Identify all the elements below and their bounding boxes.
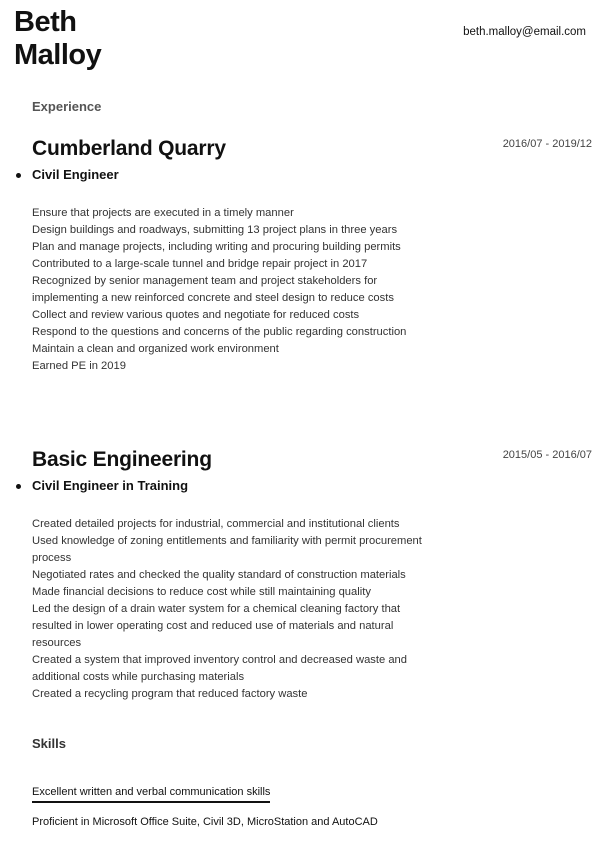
company-name: Basic Engineering: [32, 448, 212, 471]
email-address[interactable]: beth.malloy@email.com: [463, 26, 586, 38]
job-dates: 2015/05 - 2016/07: [502, 449, 592, 461]
job-responsibilities: [32, 516, 427, 703]
responsibility-item: Used knowledge of zoning entitlements and familiarity with permit procurement process: [32, 535, 422, 564]
responsibility-item: Created detailed projects for industrial, commercial and institutional clients: [32, 518, 400, 530]
job-dates: 2016/07 - 2019/12: [502, 138, 592, 150]
responsibility-item: Made financial decisions to reduce cost while still maintaining quality: [32, 586, 371, 598]
company-name: Cumberland Quarry: [32, 137, 226, 160]
skill-item: Excellent written and verbal communication skills: [32, 786, 270, 803]
responsibility-item: Collect and review various quotes and negotiate for reduced costs: [32, 309, 360, 321]
candidate-name: [14, 6, 101, 72]
responsibility-item: Negotiated rates and checked the quality standard of construction materials: [32, 569, 406, 581]
job-role: Civil Engineer in Training: [32, 478, 189, 493]
responsibility-item: Recognized by senior management team and project stakeholders for implementing a new reinforced concrete and steel design to reduce costs: [32, 275, 394, 304]
responsibility-item: Ensure that projects are executed in a timely manner: [32, 207, 294, 219]
skills-list: [32, 782, 452, 842]
responsibility-item: Contributed to a large-scale tunnel and bridge repair project in 2017: [32, 258, 368, 270]
responsibility-item: Created a system that improved inventory control and decreased waste and additional costs while purchasing materials: [32, 654, 407, 683]
responsibility-item: Design buildings and roadways, submitting 13 project plans in three years: [32, 224, 398, 236]
skills-section-title: Skills: [32, 736, 66, 751]
last-name: Malloy: [14, 39, 102, 71]
job-role: Civil Engineer: [32, 167, 119, 182]
responsibility-item: Maintain a clean and organized work environment: [32, 343, 279, 355]
job-responsibilities: [32, 205, 427, 375]
first-name: Beth: [14, 6, 77, 38]
responsibility-item: Created a recycling program that reduced factory waste: [32, 688, 308, 700]
responsibility-item: Respond to the questions and concerns of the public regarding construction: [32, 326, 407, 338]
responsibility-item: Plan and manage projects, including writing and procuring building permits: [32, 241, 401, 253]
skill-item: Proficient in Microsoft Office Suite, Civil 3D, MicroStation and AutoCAD: [32, 816, 378, 828]
responsibility-item: Earned PE in 2019: [32, 360, 126, 372]
experience-section-title: Experience: [32, 99, 102, 114]
responsibility-item: Led the design of a drain water system for a chemical cleaning factory that resulted in lower operating cost and reduced use of materials and natural resources: [32, 603, 401, 649]
